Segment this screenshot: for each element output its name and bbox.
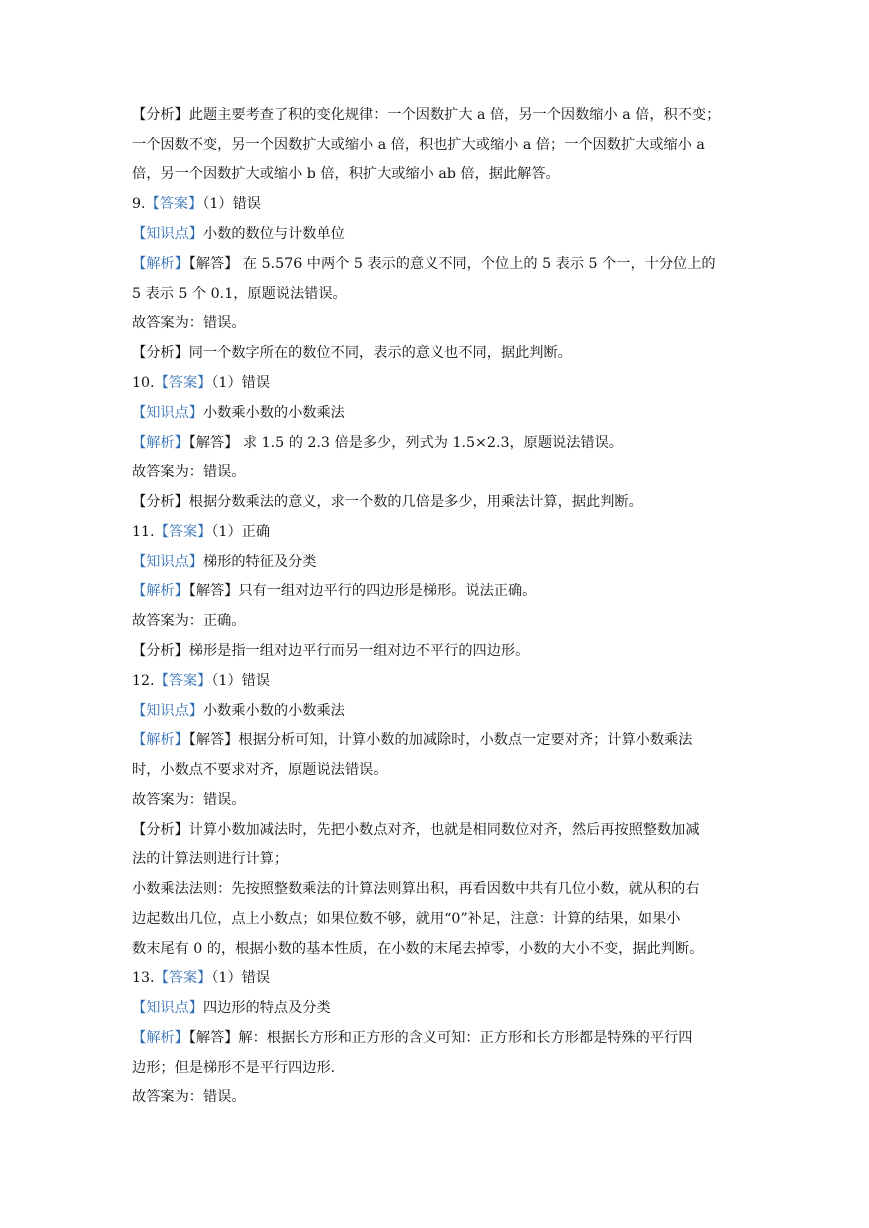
solution-tag: 【解答】 [188, 256, 239, 272]
analysis-tag: 【分析】 [132, 494, 189, 510]
line-text: 倍，另一个因数扩大或缩小 b 倍，积扩大或缩小 ab 倍，据此解答。 [132, 166, 560, 182]
line-text: 根据分数乘法的意义，求一个数的几倍是多少，用乘法计算，据此判断。 [188, 494, 643, 510]
text-line [132, 433, 742, 453]
answer-tag: 【答案】 [154, 673, 212, 689]
line-text: 梯形的特征及分类 [202, 554, 317, 570]
answer-tag: 【答案】 [154, 524, 212, 540]
knowledge-tag: 【知识点】 [132, 226, 203, 242]
line-text: 一个因数不变，另一个因数扩大或缩小 a 倍，积也扩大或缩小 a 倍；一个因数扩大或缩小 a [132, 137, 705, 153]
line-text: 同一个数字所在的数位不同，表示的意义也不同，据此判断。 [188, 345, 572, 361]
text-line [132, 343, 742, 363]
analysis-tag: 【分析】 [132, 345, 189, 361]
text-line [132, 641, 742, 661]
line-text: 故答案为：错误。 [132, 315, 246, 331]
answer-text: （1）错误 [202, 196, 261, 212]
text-line [132, 492, 742, 512]
line-text: 小数乘小数的小数乘法 [202, 703, 345, 719]
knowledge-tag: 【知识点】 [132, 554, 203, 570]
text-line [132, 879, 742, 899]
line-text: 求 1.5 的 2.3 倍是多少，列式为 1.5×2.3，原题说法错误。 [238, 435, 623, 451]
line-text: 故答案为：错误。 [132, 464, 246, 480]
text-line [132, 1058, 742, 1078]
question-header [132, 194, 742, 214]
text-line [132, 701, 742, 721]
question-number: 12. [132, 673, 155, 689]
line-text: 5 表示 5 个 0.1，原题说法错误。 [132, 286, 347, 302]
question-number: 10. [132, 375, 155, 391]
line-text: 法的计算法则进行计算； [132, 851, 289, 867]
analysis-tag: 【分析】 [132, 822, 189, 838]
answer-text: （1）正确 [211, 524, 271, 540]
question-number: 11. [132, 524, 155, 540]
text-line [132, 313, 742, 333]
text-line [132, 1087, 742, 1107]
text-line [132, 284, 742, 304]
analysis-tag: 【分析】 [132, 107, 189, 123]
explanation-tag: 【解析】 [132, 435, 189, 451]
line-text: 计算小数加减法时，先把小数点对齐，也就是相同数位对齐，然后再按照整数加减 [188, 822, 700, 838]
line-text: 故答案为：错误。 [132, 1089, 246, 1105]
knowledge-tag: 【知识点】 [132, 703, 203, 719]
knowledge-tag: 【知识点】 [132, 1000, 203, 1016]
line-text: 数末尾有 0 的，根据小数的基本性质，在小数的末尾去掉零，小数的大小不变，据此判断。 [132, 941, 704, 957]
text-line [132, 998, 742, 1018]
text-line [132, 135, 742, 155]
text-line [132, 552, 742, 572]
line-text: 解：根据长方形和正方形的含义可知：正方形和长方形都是特殊的平行四 [238, 1030, 693, 1046]
text-line [132, 939, 742, 959]
line-text: 小数的数位与计数单位 [202, 226, 345, 242]
question-header [132, 522, 742, 542]
answer-text: （1）错误 [211, 673, 271, 689]
knowledge-tag: 【知识点】 [132, 405, 203, 421]
text-line [132, 611, 742, 631]
line-text: 小数乘小数的小数乘法 [202, 405, 345, 421]
line-text: 只有一组对边平行的四边形是梯形。说法正确。 [238, 583, 537, 599]
text-line [132, 790, 742, 810]
answer-tag: 【答案】 [154, 375, 212, 391]
line-text: 在 5.576 中两个 5 表示的意义不同，个位上的 5 表示 5 个一，十分位上的 [238, 256, 716, 272]
line-text: 边起数出几位，点上小数点；如果位数不够，就用“0”补足，注意：计算的结果，如果小 [132, 911, 681, 927]
text-line [132, 105, 742, 125]
line-text: 边形；但是梯形不是平行四边形. [132, 1060, 336, 1076]
question-header [132, 671, 742, 691]
text-line [132, 254, 742, 274]
line-text: 根据分析可知，计算小数的加减除时，小数点一定要对齐；计算小数乘法 [238, 732, 693, 748]
line-text: 四边形的特点及分类 [202, 1000, 331, 1016]
text-line [132, 730, 742, 750]
line-text: 此题主要考查了积的变化规律：一个因数扩大 a 倍，另一个因数缩小 a 倍，积不变； [188, 107, 721, 123]
answer-tag: 【答案】 [145, 196, 203, 212]
answer-text: （1）错误 [211, 970, 271, 986]
question-number: 9. [132, 196, 146, 212]
text-line [132, 849, 742, 869]
text-line [132, 1028, 742, 1048]
line-text: 故答案为：正确。 [132, 613, 246, 629]
text-line [132, 820, 742, 840]
text-line [132, 581, 742, 601]
line-text: 故答案为：错误。 [132, 792, 246, 808]
explanation-tag: 【解析】 [132, 583, 189, 599]
explanation-tag: 【解析】 [132, 256, 189, 272]
text-line [132, 224, 742, 244]
explanation-tag: 【解析】 [132, 1030, 189, 1046]
solution-tag: 【解答】 [188, 732, 239, 748]
line-text: 时，小数点不要求对齐，原题说法错误。 [132, 762, 388, 778]
text-line [132, 760, 742, 780]
answer-tag: 【答案】 [154, 970, 212, 986]
question-number: 13. [132, 970, 155, 986]
explanation-tag: 【解析】 [132, 732, 189, 748]
text-line [132, 164, 742, 184]
solution-tag: 【解答】 [188, 1030, 239, 1046]
question-header [132, 968, 742, 988]
solution-tag: 【解答】 [188, 583, 239, 599]
analysis-tag: 【分析】 [132, 643, 189, 659]
solution-tag: 【解答】 [188, 435, 239, 451]
line-text: 小数乘法法则：先按照整数乘法的计算法则算出积，再看因数中共有几位小数，就从积的右 [132, 881, 700, 897]
text-line [132, 403, 742, 423]
line-text: 梯形是指一组对边平行而另一组对边不平行的四边形。 [188, 643, 530, 659]
question-header [132, 373, 742, 393]
text-line [132, 909, 742, 929]
text-line [132, 462, 742, 482]
answer-text: （1）错误 [211, 375, 271, 391]
